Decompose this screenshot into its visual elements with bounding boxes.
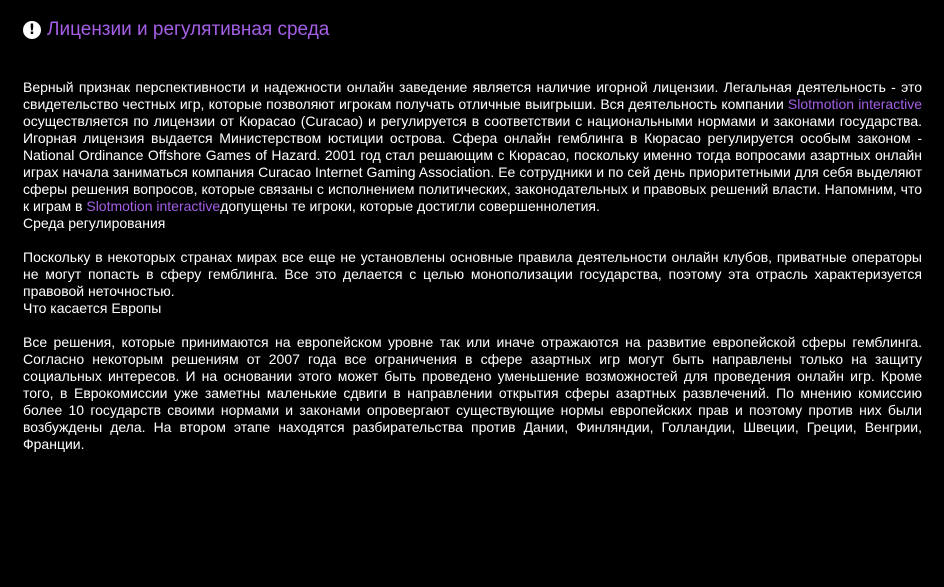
section-heading: [23, 17, 922, 43]
subheading-regulation: Среда регулирования: [23, 215, 166, 231]
license-paragraph: [23, 79, 922, 215]
paragraph-text: осуществляется по лицензии от Кюрасао (Curacao) и регулируется в соответствии с национальными нормами и законами государства. Игорная лицензия выдается Министерством юстиции острова. Сфера онлайн гемблинга в Кюрасао регулируется особым законом - National Ordinance Offshore Games of Hazard. 2001 год стал решающим с Кюрасао, поскольку именно тогда вопросами азартных онлайн играх начала заниматься компания Curacao Internet Gaming Association. Ее сотрудники и по сей день приоритетными для себя выделяют сферы решения вопросов, которые связаны с исполнением политических, законодательных и правовых решений власти. Напомним, что к играм в: [23, 113, 922, 214]
regulation-paragraph: Поскольку в некоторых странах мирах все еще не установлены основные правила деятельности онлайн клубов, приватные операторы не могут попасть в сферу гемблинга. Все это делается с целью монополизации государства, поэтому эта отрасль характеризуется правовой неточностью.: [23, 249, 922, 299]
paragraph-text: Верный признак перспективности и надежности онлайн заведение является наличие игорной лицензии. Легальная деятельность - это свидетельство честных игр, которые позволяют игрокам получать отличные выигрыши. Вся деятельность компании: [23, 79, 922, 112]
subheading-europe: Что касается Европы: [23, 300, 162, 316]
slotmotion-link[interactable]: Slotmotion interactive: [787, 96, 922, 112]
europe-paragraph: Все решения, которые принимаются на европейском уровне так или иначе отражаются на развитие европейской сферы гемблинга. Согласно некоторым решениям от 2007 года все ограничения в сфере азартных игр могут быть направлены только на защиту социальных интересов. И на основании этого может быть проведено уменьшение возможностей для проведения онлайн игр. Кроме того, в Еврокомиссии уже заметны маленькие сдвиги в направлении открытия сферы азартных развлечений. По мнению комиссию более 10 государств своими нормами и законами опровергают существующие нормы европейских прав и поэтому против них были возбуждены дела. На втором этапе находятся разбирательства против Дании, Финляндии, Голландии, Швеции, Греции, Венгрии, Франции.: [23, 334, 922, 452]
paragraph-text: допущены те игроки, которые достигли совершеннолетия.: [220, 198, 600, 214]
article-content: [23, 0, 922, 453]
exclamation-circle-icon: !: [23, 21, 41, 39]
slotmotion-link[interactable]: Slotmotion interactive: [86, 198, 221, 214]
section-title: Лицензии и регулятивная среда: [47, 19, 330, 40]
